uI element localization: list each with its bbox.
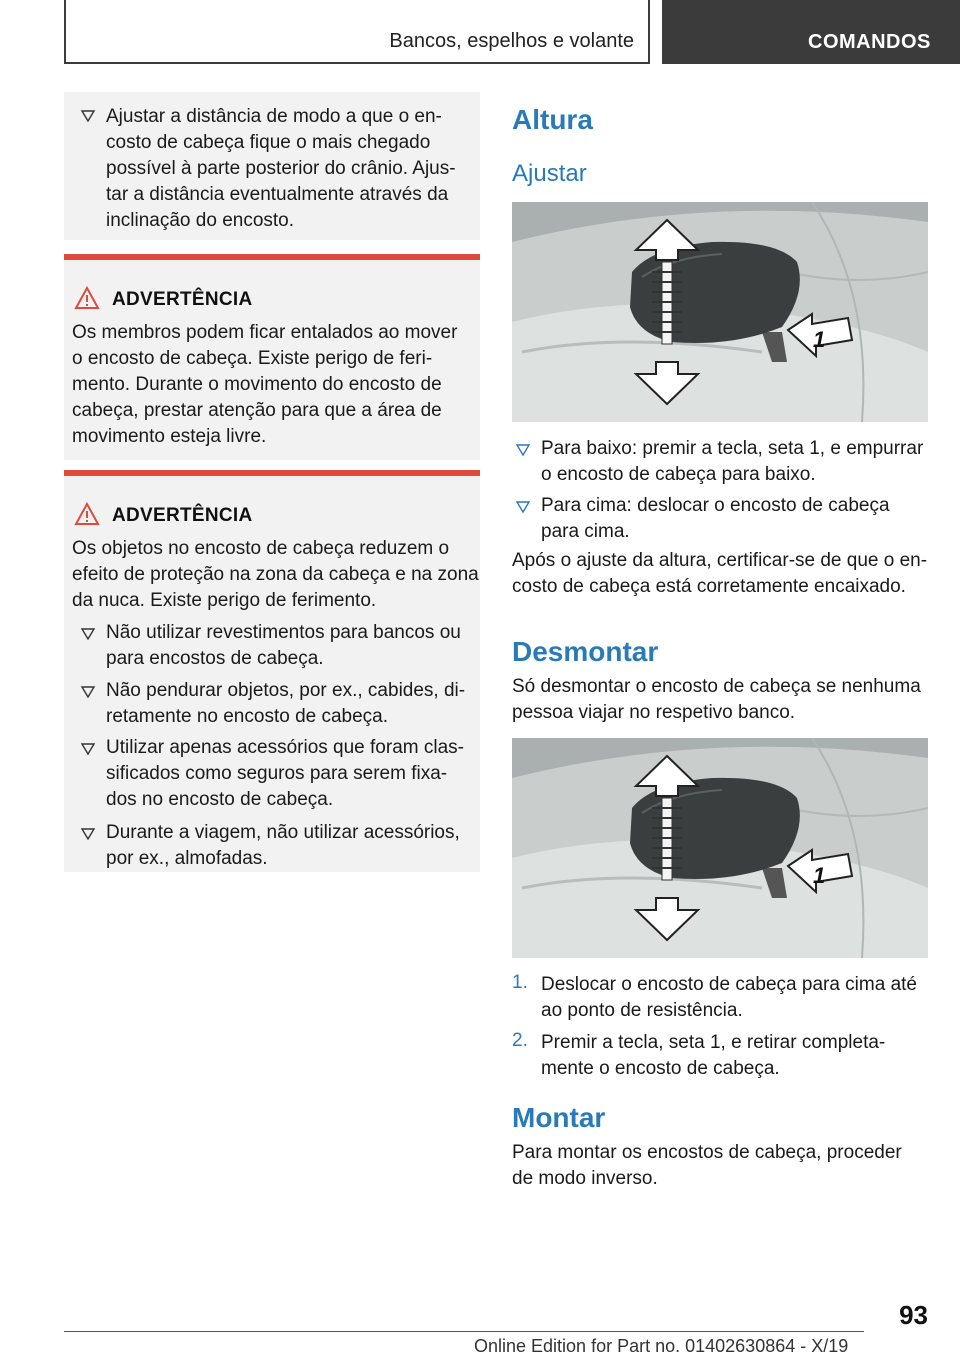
warning-title: ADVERTÊNCIA <box>112 505 253 526</box>
header-section-title: Bancos, espelhos e volante <box>389 30 634 52</box>
triangle-bullet-icon <box>80 627 96 641</box>
box1-line: possível à parte posterior do crânio. Ajus- <box>106 158 456 179</box>
warning-text-line: da nuca. Existe perigo de ferimento. <box>72 590 377 611</box>
warning-box <box>64 470 480 872</box>
montar-paragraph-line: Para montar os encostos de cabeça, proceder <box>512 1142 902 1163</box>
warning-text-line: mento. Durante o movimento do encosto de <box>72 374 442 395</box>
step-line: mente o encosto de cabeça. <box>541 1058 780 1079</box>
footer-divider <box>64 1331 864 1332</box>
warning-bullet-line: dos no encosto de cabeça. <box>106 789 334 810</box>
step-line: ao ponto de resistência. <box>541 1000 743 1021</box>
heading-ajustar: Ajustar <box>512 160 587 187</box>
triangle-bullet-icon <box>80 685 96 699</box>
warning-triangle-icon <box>74 286 100 310</box>
footer-edition: Online Edition for Part no. 01402630864 - X/19 <box>474 1336 849 1356</box>
triangle-bullet-icon <box>515 443 531 457</box>
box1-line: tar a distância eventualmente através da <box>106 184 449 205</box>
warning-bullet-line: Utilizar apenas acessórios que foram clas- <box>106 737 464 758</box>
warning-title: ADVERTÊNCIA <box>112 289 253 310</box>
box1-line: costo de cabeça fique o mais chegado <box>106 132 431 153</box>
page-number: 93 <box>899 1300 928 1330</box>
desmontar-paragraph-line: Só desmontar o encosto de cabeça se nenhuma <box>512 676 921 697</box>
heading-desmontar: Desmontar <box>512 636 659 667</box>
header-chapter-title: COMANDOS <box>808 31 931 53</box>
ajustar-bullet-line: para cima. <box>541 521 630 542</box>
box1-line: inclinação do encosto. <box>106 210 295 231</box>
ajustar-paragraph-line: costo de cabeça está corretamente encaixado. <box>512 576 906 597</box>
instruction-box <box>64 92 480 240</box>
headrest-adjust-figure <box>512 202 928 422</box>
warning-bullet-line: sificados como seguros para serem fixa- <box>106 763 448 784</box>
step-number: 2. <box>512 1030 528 1051</box>
warning-text-line: efeito de proteção na zona da cabeça e na zona <box>72 564 479 585</box>
box1-line: Ajustar a distância de modo a que o en- <box>106 106 442 127</box>
ajustar-bullet-line: Para baixo: premir a tecla, seta 1, e empurrar <box>541 438 924 459</box>
warning-bullet-line: por ex., almofadas. <box>106 848 268 869</box>
warning-triangle-icon <box>74 502 100 526</box>
header-section-frame <box>64 0 650 64</box>
triangle-bullet-icon <box>515 500 531 514</box>
heading-altura: Altura <box>512 104 593 135</box>
desmontar-paragraph-line: pessoa viajar no respetivo banco. <box>512 702 796 723</box>
warning-bullet-line: Não utilizar revestimentos para bancos ou <box>106 622 461 643</box>
ajustar-bullet-line: Para cima: deslocar o encosto de cabeça <box>541 495 890 516</box>
warning-box <box>64 254 480 460</box>
step-line: Deslocar o encosto de cabeça para cima até <box>541 974 917 995</box>
step-number: 1. <box>512 972 528 993</box>
ajustar-paragraph-line: Após o ajuste da altura, certificar-se de que o en- <box>512 550 928 571</box>
triangle-bullet-icon <box>80 109 96 123</box>
warning-text-line: cabeça, prestar atenção para que a área de <box>72 400 442 421</box>
warning-bullet-line: retamente no encosto de cabeça. <box>106 706 389 727</box>
warning-bullet-line: Durante a viagem, não utilizar acessórios, <box>106 822 460 843</box>
warning-text-line: Os membros podem ficar entalados ao mover <box>72 322 458 343</box>
montar-paragraph-line: de modo inverso. <box>512 1168 658 1189</box>
figure-label: 1 <box>813 327 826 352</box>
heading-montar: Montar <box>512 1102 606 1133</box>
warning-text-line: o encosto de cabeça. Existe perigo de feri- <box>72 348 433 369</box>
warning-bullet-line: para encostos de cabeça. <box>106 648 324 669</box>
headrest-removal-figure <box>512 738 928 958</box>
figure-label: 1 <box>813 863 826 888</box>
ajustar-bullet-line: o encosto de cabeça para baixo. <box>541 464 816 485</box>
warning-text-line: Os objetos no encosto de cabeça reduzem o <box>72 538 450 559</box>
warning-bullet-line: Não pendurar objetos, por ex., cabides, di- <box>106 680 466 701</box>
triangle-bullet-icon <box>80 827 96 841</box>
warning-text-line: movimento esteja livre. <box>72 426 267 447</box>
step-line: Premir a tecla, seta 1, e retirar completa- <box>541 1032 886 1053</box>
triangle-bullet-icon <box>80 742 96 756</box>
